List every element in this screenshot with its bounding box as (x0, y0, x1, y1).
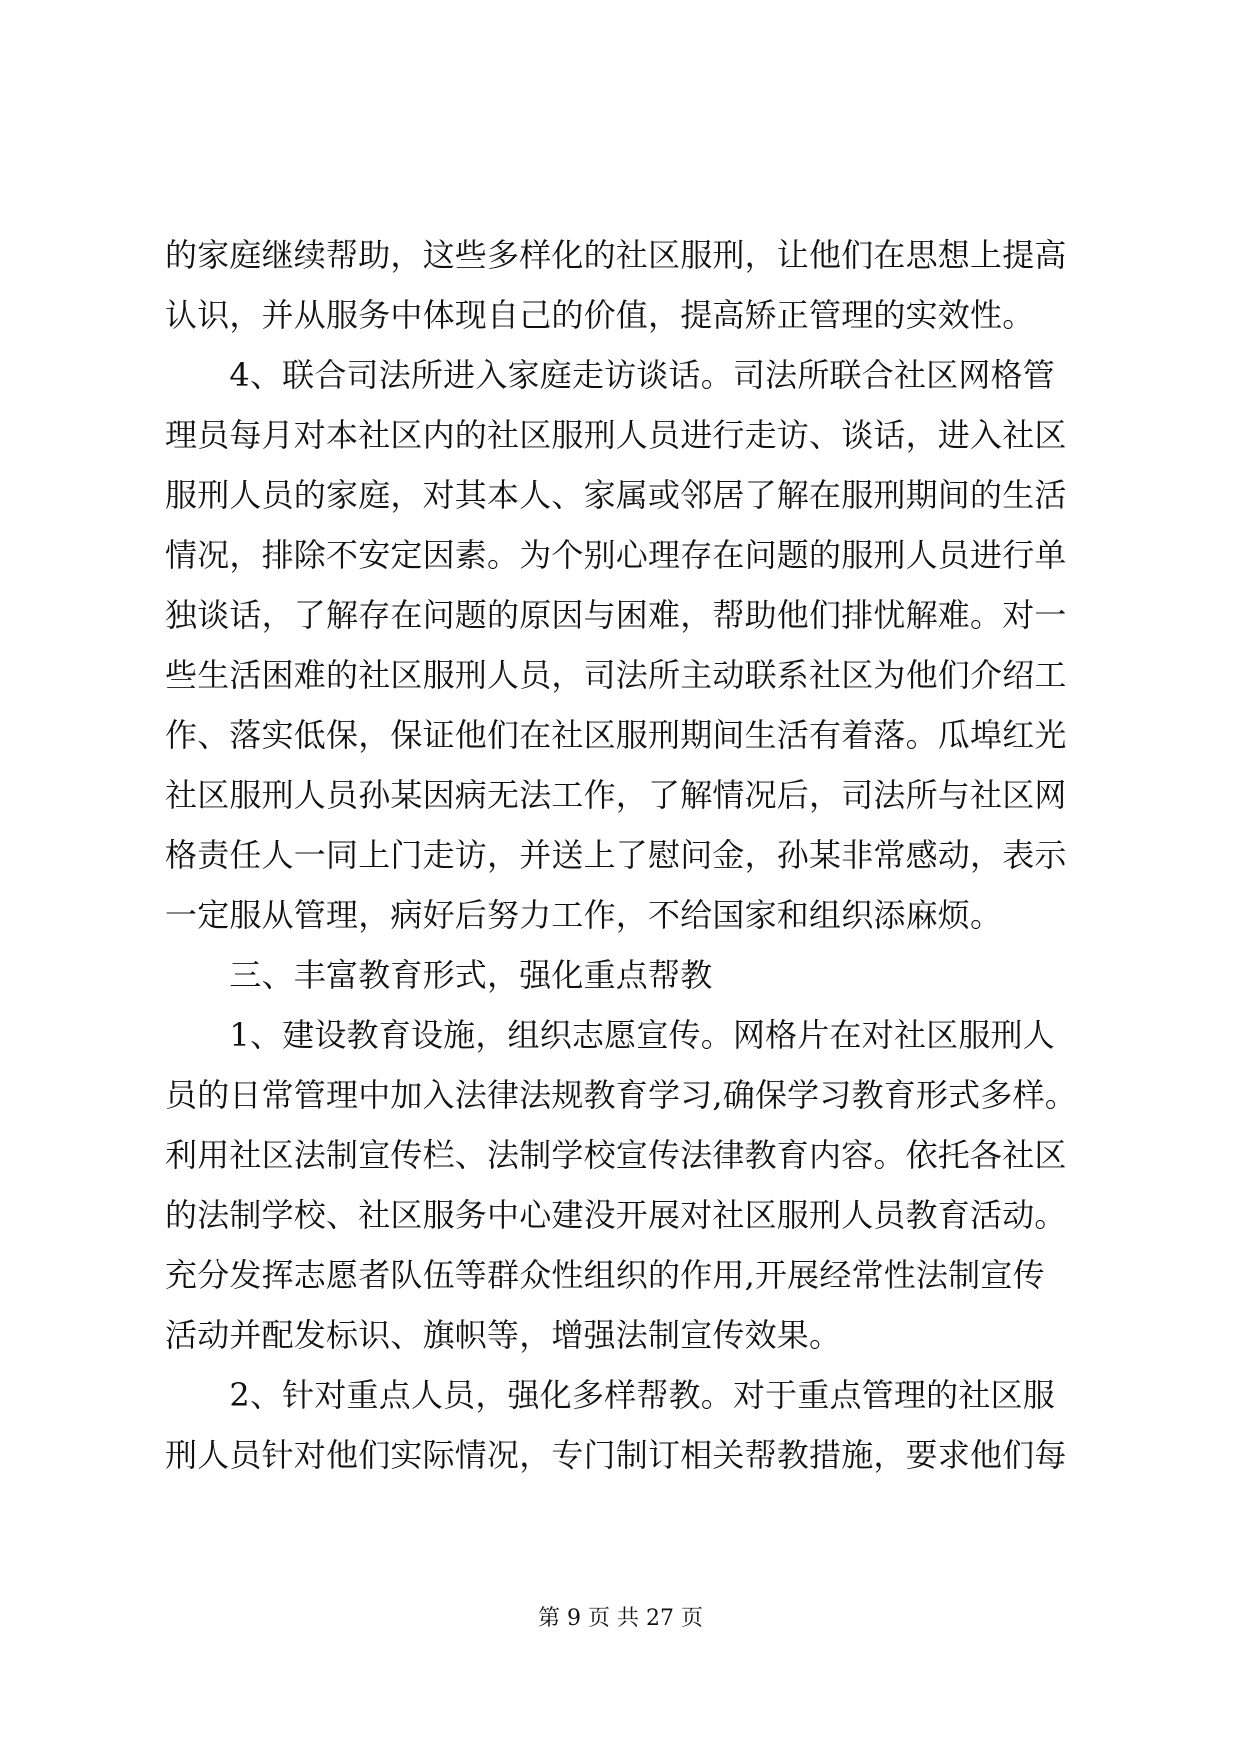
text-line: 些生活困难的社区服刑人员，司法所主动联系社区为他们介绍工 (165, 656, 1067, 694)
text-line: 一定服从管理，病好后努力工作，不给国家和组织添麻烦。 (165, 896, 1003, 934)
text-line: 社区服刑人员孙某因病无法工作，了解情况后，司法所与社区网 (165, 776, 1067, 814)
text-line: 作、落实低保，保证他们在社区服刑期间生活有着落。瓜埠红光 (165, 716, 1067, 754)
text-line: 利用社区法制宣传栏、法制学校宣传法律教育内容。依托各社区 (165, 1136, 1067, 1174)
document-body (165, 225, 1085, 1485)
text-line: 认识，并从服务中体现自己的价值，提高矫正管理的实效性。 (165, 296, 1035, 334)
text-line: 1、建设教育设施，组织志愿宣传。网格片在对社区服刑人 (165, 1016, 1055, 1054)
text-line: 2、针对重点人员，强化多样帮教。对于重点管理的社区服 (165, 1376, 1055, 1414)
text-line: 活动并配发标识、旗帜等，增强法制宣传效果。 (165, 1316, 842, 1354)
text-line: 情况，排除不安定因素。为个别心理存在问题的服刑人员进行单 (165, 536, 1067, 574)
text-line: 的法制学校、社区服务中心建没开展对社区服刑人员教育活动。 (165, 1196, 1067, 1234)
text-line: 员的日常管理中加入法律法规教育学习,确保学习教育形式多样。 (165, 1076, 1077, 1114)
text-line: 独谈话，了解存在问题的原因与困难，帮助他们排忧解难。对一 (165, 596, 1067, 634)
text-line: 充分发挥志愿者队伍等群众性组织的作用,开展经常性法制宣传 (165, 1256, 1045, 1294)
text-line: 刑人员针对他们实际情况，专门制订相关帮教措施，要求他们每 (165, 1436, 1067, 1474)
text-line: 格责任人一同上门走访，并送上了慰问金，孙某非常感动，表示 (165, 836, 1067, 874)
text-line: 的家庭继续帮助，这些多样化的社区服刑，让他们在思想上提高 (165, 236, 1067, 274)
text-line: 服刑人员的家庭，对其本人、家属或邻居了解在服刑期间的生活 (165, 476, 1067, 514)
text-line: 理员每月对本社区内的社区服刑人员进行走访、谈话，进入社区 (165, 416, 1067, 454)
page-number-footer: 第 9 页 共 27 页 (538, 1606, 703, 1631)
section-heading: 三、丰富教育形式，强化重点帮教 (165, 956, 713, 994)
text-line: 4、联合司法所进入家庭走访谈话。司法所联合社区网格管 (165, 356, 1055, 394)
